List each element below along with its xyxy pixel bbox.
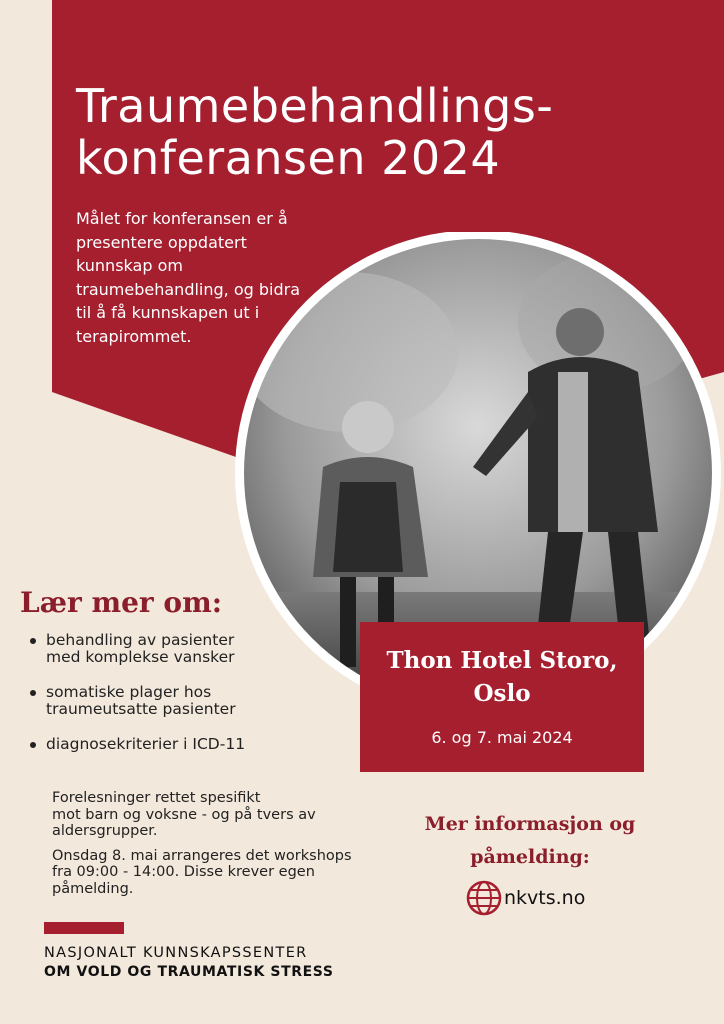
intro-line: til å få kunnskapen ut i (76, 303, 260, 322)
bullet-icon (30, 690, 36, 696)
note-line: mot barn og voksne - og på tvers av (52, 806, 316, 823)
organization-name-line-2: OM VOLD OG TRAUMATISK STRESS (44, 964, 334, 980)
website-text[interactable]: nkvts.no (504, 887, 586, 909)
topic-line: somatiske plager hos (46, 683, 212, 701)
note-paragraph (52, 848, 412, 898)
bullet-icon (30, 638, 36, 644)
event-date: 6. og 7. mai 2024 (431, 728, 573, 747)
note-line: Forelesninger rettet spesifikt (52, 790, 261, 806)
venue-line-1: Thon Hotel Storo, (386, 647, 618, 674)
accent-bar (44, 922, 124, 934)
topic-line: diagnosekriterier i ICD-11 (46, 735, 246, 753)
info-line-2: påmelding: (470, 846, 590, 868)
topic-line: med komplekse vansker (46, 648, 235, 666)
venue-line-2: Oslo (473, 680, 531, 707)
topic-list (28, 632, 348, 771)
note-line: påmelding. (52, 880, 134, 897)
notes (52, 790, 412, 905)
intro-line: terapirommet. (76, 326, 192, 346)
note-paragraph (52, 790, 412, 840)
topic-line: traumeutsatte pasienter (46, 700, 236, 718)
website-link[interactable] (466, 880, 585, 916)
note-line: fra 09:00 - 14:00. Disse krever egen (52, 864, 315, 880)
globe-icon (466, 880, 502, 916)
conference-title (76, 80, 696, 184)
list-item (28, 736, 348, 753)
info-heading (410, 808, 650, 874)
note-line: aldersgrupper. (52, 823, 158, 839)
title-line-2: konferansen 2024 (76, 131, 501, 185)
organization-name-line-1: NASJONALT KUNNSKAPSSENTER (44, 945, 308, 961)
venue-box (360, 622, 644, 772)
bullet-icon (30, 742, 36, 748)
topic-line: behandling av pasienter (46, 631, 235, 649)
intro-line: kunnskap om (76, 256, 183, 275)
learn-more-heading: Lær mer om: (20, 586, 223, 619)
list-item (28, 684, 348, 718)
title-line-1: Traumebehandlings- (76, 79, 554, 133)
venue-name (360, 644, 644, 710)
intro-line: Målet for konferansen er å (76, 209, 288, 228)
intro-line: presentere oppdatert (76, 232, 247, 252)
intro-line: traumebehandling, og bidra (76, 279, 300, 299)
info-line-1: Mer informasjon og (424, 813, 636, 835)
note-line: Onsdag 8. mai arrangeres det workshops (52, 847, 352, 864)
list-item (28, 632, 348, 666)
